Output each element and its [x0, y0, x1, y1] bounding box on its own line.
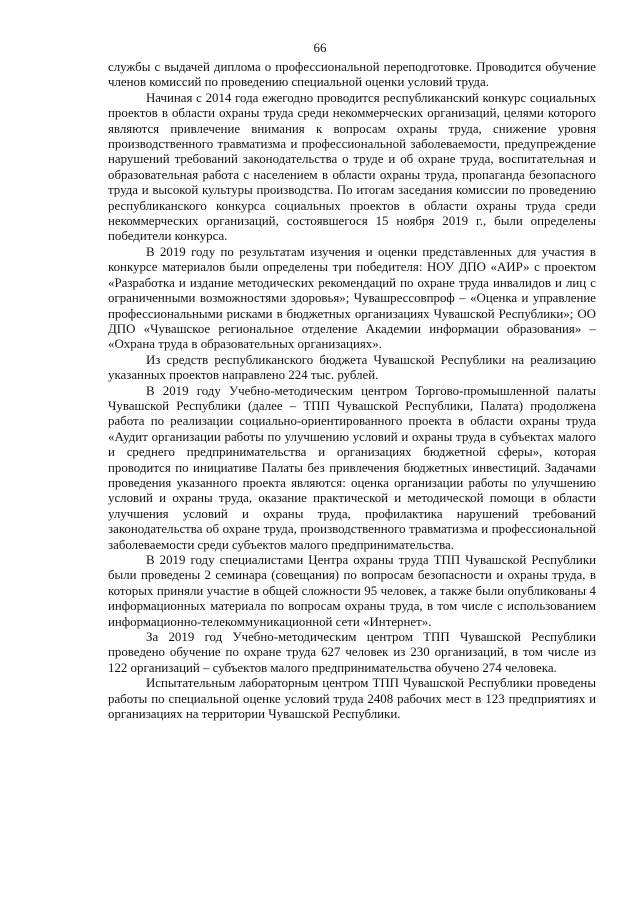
body-text: [108, 60, 596, 722]
paragraph: Испытательным лабораторным центром ТПП Чувашской Республики проведены работы по специальной оценке условий труда 2408 рабочих мест в 123 предприятиях и организациях на территории Чувашской Республики.: [108, 676, 596, 722]
paragraph: В 2019 году Учебно-методическим центром Торгово-промышленной палаты Чувашской Республики (далее – ТПП Чувашской Республики, Палата) продолжена работа по реализации социально-ориентированного проекта в области охраны труда «Аудит организации работы по улучшению условий и охраны труда в субъектах малого и среднего предпринимательства и организациях бюджетной сферы», которая проводится по инициативе Палаты без привлечения бюджетных инвестиций. Задачами проведения указанного проекта являются: оценка организации работы по улучшению условий и охраны труда, оказание практической и методической помощи в области улучшения условий и охраны труда, профилактика нарушений требований законодательства об охране труда, производственного травматизма и профессиональной заболеваемости среди субъектов малого предпринимательства.: [108, 383, 596, 552]
paragraph: За 2019 год Учебно-методическим центром ТПП Чувашской Республики проведено обучение по охране труда 627 человек из 230 организаций, в том числе из 122 организаций – субъектов малого предпринимательства обучено 274 человека.: [108, 630, 596, 675]
paragraph: Из средств республиканского бюджета Чувашской Республики на реализацию указанных проектов направлено 224 тыс. рублей.: [108, 352, 596, 383]
page-number: 66: [313, 40, 327, 55]
paragraph: службы с выдачей диплома о профессиональной переподготовке. Проводится обучение членов комиссий по проведению специальной оценки условий труда.: [108, 60, 596, 90]
paragraph: В 2019 году специалистами Центра охраны труда ТПП Чувашской Республики были проведены 2 семинара (совещания) по вопросам безопасности и охраны труда, в которых приняли участие в общей сложности 95 человек, а также были опубликованы 4 информационных материала по вопросам охраны труда, в том числе с использованием информационно-телекоммуникационной сети «Интернет».: [108, 553, 596, 629]
paragraph: В 2019 году по результатам изучения и оценки представленных для участия в конкурсе материалов были определены три победителя: НОУ ДПО «АИР» с проектом «Разработка и издание методических рекомендаций по охране труда инвалидов и лиц с ограниченными возможностями здоровья»; Чувашрессовпроф – «Оценка и управление профессиональными рисками в бюджетных организациях Чувашской Республики»; ОО ДПО «Чувашское региональное отделение Академии информации образования» – «Охрана труда в образовательных организациях».: [108, 244, 596, 352]
paragraph: Начиная с 2014 года ежегодно проводится республиканский конкурс социальных проектов в области охраны труда среди некоммерческих организаций, целями которого являются привлечение внимания к вопросам охраны труда, снижение уровня производственного травматизма и профессиональной заболеваемости, предупреждение нарушений требований законодательства о труде и об охране труда, воспитательная и образовательная работа с населением в области охраны труда, пропаганда безопасного труда и высокой культуры производства. По итогам заседания комиссии по проведению республиканского конкурса социальных проектов в области охраны труда среди некоммерческих организаций, состоявшегося 15 ноября 2019 г., были определены победители конкурса.: [108, 90, 596, 244]
